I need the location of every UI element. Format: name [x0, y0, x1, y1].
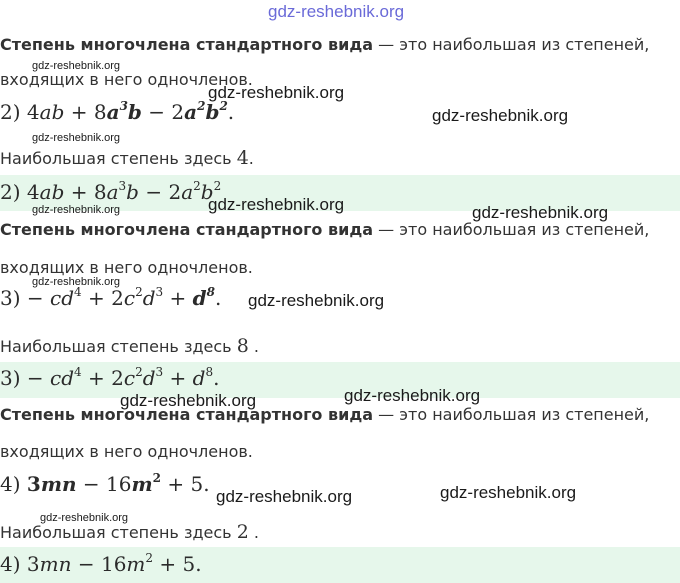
- definition-text-2: Степень многочлена стандартного вида — это наибольшая из степеней,: [0, 220, 650, 239]
- watermark-large: gdz-reshebnik.org: [432, 106, 569, 125]
- watermark-small: gdz-reshebnik.org: [32, 204, 121, 216]
- expression-problem-3: $3) - cd^4 + 2c^2d^3 + d^8$.: [0, 285, 222, 310]
- degree-statement-1: Наибольшая степень здесь 4.: [0, 147, 254, 169]
- watermark-large: gdz-reshebnik.org: [472, 203, 609, 222]
- answer-problem-3: $3) - cd^4 + 2c^2d^3 + d^8$.: [0, 365, 220, 390]
- watermark-large: gdz-reshebnik.org: [208, 195, 345, 214]
- definition-rest: — это наибольшая из степеней,: [373, 35, 650, 54]
- watermark-small: gdz-reshebnik.org: [32, 276, 121, 288]
- definition-text-3: Степень многочлена стандартного вида — это наибольшая из степеней,: [0, 405, 650, 424]
- definition-line2-2: входящих в него одночленов.: [0, 258, 253, 277]
- definition-text-1: [0, 35, 649, 55]
- watermark-small: gdz-reshebnik.org: [32, 132, 121, 144]
- definition-term: Степень многочлена стандартного вида: [0, 35, 374, 54]
- site-watermark-header: gdz-reshebnik.org: [268, 2, 405, 21]
- definition-line2-1: входящих в него одночленов.: [0, 70, 253, 89]
- expression-problem-2: 2) $4ab + 8a^3b - 2a^2b^2$.: [0, 99, 235, 124]
- watermark-small: gdz-reshebnik.org: [32, 60, 121, 72]
- watermark-small: gdz-reshebnik.org: [40, 512, 129, 524]
- watermark-large: gdz-reshebnik.org: [440, 483, 577, 502]
- watermark-large: gdz-reshebnik.org: [208, 83, 345, 102]
- watermark-large: gdz-reshebnik.org: [248, 291, 385, 310]
- answer-problem-2: 2) $4ab + 8a^3b - 2a^2b^2$: [0, 179, 222, 204]
- answer-problem-4: 4) $3mn - 16m^2 + 5$.: [0, 551, 202, 576]
- watermark-large: gdz-reshebnik.org: [344, 386, 481, 405]
- problem-number: 2): [0, 100, 21, 124]
- degree-value: 4: [236, 147, 249, 169]
- degree-statement-2: Наибольшая степень здесь 8 .: [0, 335, 259, 357]
- expression-problem-4: 4) $3mn - 16m^2 + 5$.: [0, 471, 210, 496]
- watermark-large: gdz-reshebnik.org: [120, 391, 257, 410]
- degree-statement-3: Наибольшая степень здесь 2 .: [0, 521, 259, 543]
- watermark-large: gdz-reshebnik.org: [216, 487, 353, 506]
- definition-line2-3: входящих в него одночленов.: [0, 442, 253, 461]
